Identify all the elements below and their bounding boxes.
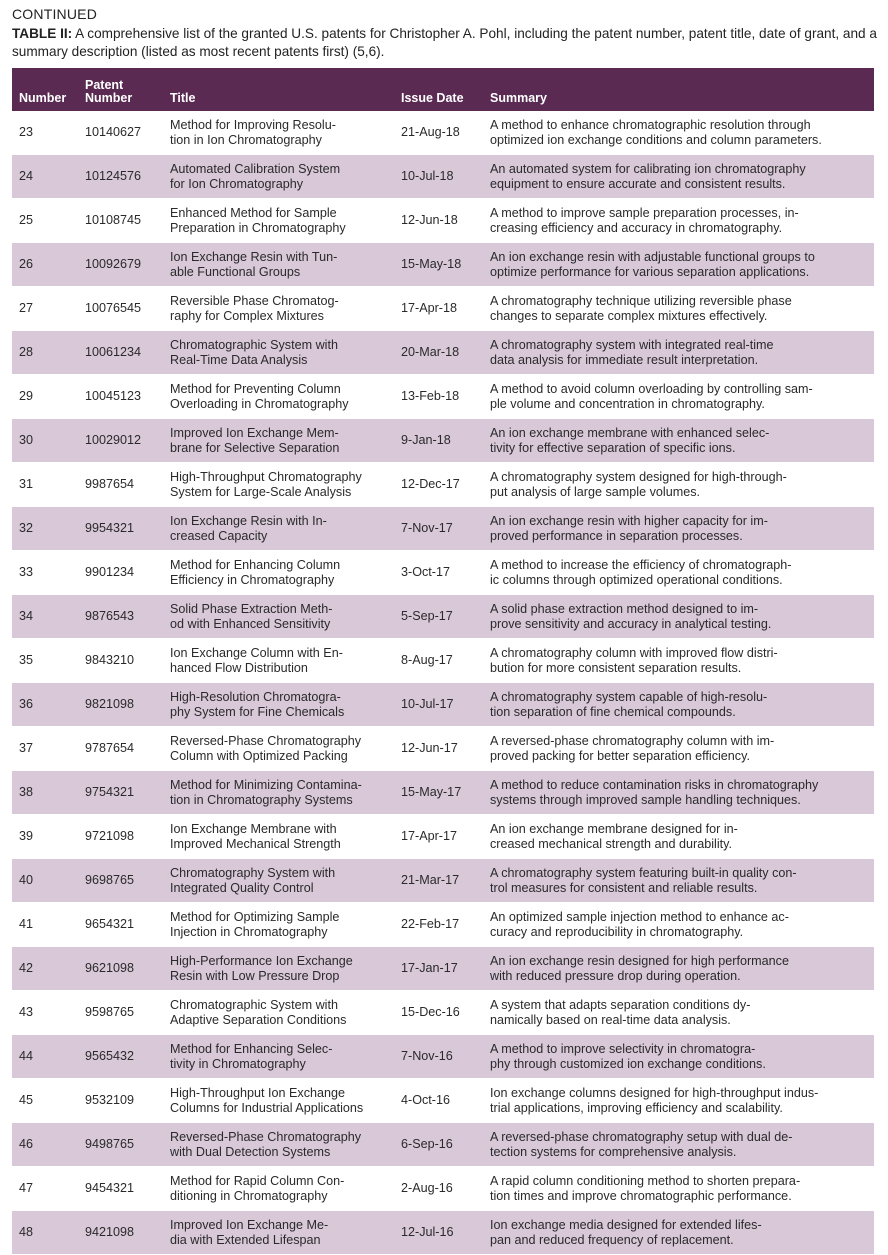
cell-summary-line2: trol measures for consistent and reliable results. <box>490 880 758 895</box>
table-row <box>12 815 874 859</box>
cell-patent-number: 9565432 <box>78 1035 163 1079</box>
cell-number: 29 <box>12 375 78 419</box>
cell-issue-date: 10-Jul-18 <box>394 155 483 199</box>
cell-patent-number: 9876543 <box>78 595 163 639</box>
cell-title-line1: Ion Exchange Resin with In- <box>170 513 327 528</box>
cell-title-line1: Automated Calibration System <box>170 161 341 176</box>
cell-title <box>163 199 394 243</box>
cell-title-line1: Chromatography System with <box>170 865 336 880</box>
cell-summary <box>483 551 874 595</box>
cell-title <box>163 1123 394 1167</box>
cell-issue-date: 21-Mar-17 <box>394 859 483 903</box>
cell-title-line2: Real-Time Data Analysis <box>170 352 308 367</box>
cell-issue-date: 12-Jun-18 <box>394 199 483 243</box>
cell-patent-number: 9498765 <box>78 1123 163 1167</box>
cell-issue-date: 2-Aug-16 <box>394 1167 483 1211</box>
cell-number: 43 <box>12 991 78 1035</box>
cell-issue-date: 17-Jan-17 <box>394 947 483 991</box>
cell-title-line1: Reversible Phase Chromatog- <box>170 293 339 308</box>
cell-summary-line2: trial applications, improving efficiency and scalability. <box>490 1100 783 1115</box>
cell-issue-date: 6-Sep-16 <box>394 1123 483 1167</box>
cell-summary-line2: ic columns through optimized operational conditions. <box>490 572 783 587</box>
cell-summary-line2: optimize performance for various separation applications. <box>490 264 810 279</box>
cell-summary <box>483 243 874 287</box>
cell-title-line1: Improved Ion Exchange Mem- <box>170 425 339 440</box>
table-header-row <box>12 68 874 111</box>
cell-number: 41 <box>12 903 78 947</box>
cell-title-line1: Improved Ion Exchange Me- <box>170 1217 329 1232</box>
cell-summary-line1: A method to improve selectivity in chromatogra- <box>490 1041 756 1056</box>
cell-summary-line1: A rapid column conditioning method to shorten prepara- <box>490 1173 801 1188</box>
cell-summary-line2: namically based on real-time data analysis. <box>490 1012 731 1027</box>
cell-patent-number: 9754321 <box>78 771 163 815</box>
cell-title-line1: Ion Exchange Resin with Tun- <box>170 249 338 264</box>
cell-summary-line1: Ion exchange media designed for extended lifes- <box>490 1217 762 1232</box>
cell-number: 23 <box>12 111 78 155</box>
cell-title-line2: tion in Ion Chromatography <box>170 132 322 147</box>
cell-patent-number: 10108745 <box>78 199 163 243</box>
cell-summary-line1: A chromatography technique utilizing reversible phase <box>490 293 792 308</box>
cell-number: 36 <box>12 683 78 727</box>
table-row <box>12 419 874 463</box>
table-body <box>12 111 874 1255</box>
cell-summary-line2: equipment to ensure accurate and consistent results. <box>490 176 786 191</box>
table-row <box>12 947 874 991</box>
cell-summary-line2: systems through improved sample handling techniques. <box>490 792 801 807</box>
cell-number: 42 <box>12 947 78 991</box>
cell-title <box>163 1079 394 1123</box>
cell-title-line1: Chromatographic System with <box>170 997 338 1012</box>
cell-summary-line2: curacy and reproducibility in chromatography. <box>490 924 744 939</box>
cell-title-line1: Chromatographic System with <box>170 337 338 352</box>
table-row <box>12 903 874 947</box>
cell-title <box>163 243 394 287</box>
cell-title-line1: High-Resolution Chromatogra- <box>170 689 341 704</box>
cell-issue-date: 3-Oct-17 <box>394 551 483 595</box>
cell-title-line1: Reversed-Phase Chromatography <box>170 1129 362 1144</box>
cell-issue-date: 17-Apr-18 <box>394 287 483 331</box>
cell-title <box>163 771 394 815</box>
cell-summary <box>483 771 874 815</box>
cell-title <box>163 991 394 1035</box>
table-row <box>12 551 874 595</box>
cell-patent-number: 10029012 <box>78 419 163 463</box>
cell-title-line2: with Dual Detection Systems <box>170 1144 331 1159</box>
cell-summary <box>483 375 874 419</box>
cell-title <box>163 551 394 595</box>
table-row <box>12 639 874 683</box>
cell-patent-number: 9901234 <box>78 551 163 595</box>
cell-issue-date: 12-Jul-16 <box>394 1211 483 1255</box>
table-row <box>12 463 874 507</box>
cell-issue-date: 5-Sep-17 <box>394 595 483 639</box>
cell-summary <box>483 1211 874 1255</box>
cell-number: 45 <box>12 1079 78 1123</box>
cell-title <box>163 815 394 859</box>
cell-patent-number: 9987654 <box>78 463 163 507</box>
table-row <box>12 111 874 155</box>
cell-summary-line1: A reversed-phase chromatography setup with dual de- <box>490 1129 793 1144</box>
cell-patent-number: 9698765 <box>78 859 163 903</box>
cell-title <box>163 419 394 463</box>
cell-summary <box>483 463 874 507</box>
cell-number: 40 <box>12 859 78 903</box>
table-row <box>12 155 874 199</box>
cell-summary-line1: A method to avoid column overloading by controlling sam- <box>490 381 813 396</box>
cell-number: 47 <box>12 1167 78 1211</box>
cell-summary-line2: ple volume and concentration in chromatography. <box>490 396 765 411</box>
header-patent-number-line1: Patent <box>85 78 124 92</box>
cell-summary <box>483 595 874 639</box>
cell-title <box>163 331 394 375</box>
cell-summary <box>483 991 874 1035</box>
cell-number: 38 <box>12 771 78 815</box>
cell-summary-line1: An ion exchange resin designed for high performance <box>490 953 789 968</box>
cell-summary-line1: A method to increase the efficiency of chromatograph- <box>490 557 792 572</box>
cell-summary-line2: proved performance in separation processes. <box>490 528 743 543</box>
cell-number: 24 <box>12 155 78 199</box>
cell-summary-line1: A chromatography system capable of high-resolu- <box>490 689 768 704</box>
cell-title-line1: Solid Phase Extraction Meth- <box>170 601 333 616</box>
cell-patent-number: 10061234 <box>78 331 163 375</box>
cell-issue-date: 10-Jul-17 <box>394 683 483 727</box>
cell-number: 26 <box>12 243 78 287</box>
cell-summary-line1: A chromatography system designed for high-through- <box>490 469 787 484</box>
caption-label: TABLE II: <box>12 26 73 41</box>
cell-title-line2: Integrated Quality Control <box>170 880 314 895</box>
cell-number: 32 <box>12 507 78 551</box>
cell-title-line2: creased Capacity <box>170 528 268 543</box>
cell-title-line2: System for Large-Scale Analysis <box>170 484 352 499</box>
table-row <box>12 331 874 375</box>
cell-summary-line2: changes to separate complex mixtures effectively. <box>490 308 768 323</box>
cell-number: 30 <box>12 419 78 463</box>
cell-issue-date: 13-Feb-18 <box>394 375 483 419</box>
cell-title-line2: od with Enhanced Sensitivity <box>170 616 331 631</box>
cell-summary <box>483 199 874 243</box>
table-row <box>12 243 874 287</box>
cell-title-line1: Method for Improving Resolu- <box>170 117 336 132</box>
cell-summary-line1: An ion exchange resin with higher capacity for im- <box>490 513 768 528</box>
cell-title-line2: Injection in Chromatography <box>170 924 328 939</box>
header-patent-number-line2: Number <box>85 91 133 105</box>
cell-number: 25 <box>12 199 78 243</box>
cell-patent-number: 9954321 <box>78 507 163 551</box>
cell-summary <box>483 639 874 683</box>
header-patent-number <box>78 68 163 111</box>
cell-summary <box>483 1123 874 1167</box>
cell-title-line1: Method for Preventing Column <box>170 381 341 396</box>
cell-title <box>163 463 394 507</box>
cell-number: 33 <box>12 551 78 595</box>
cell-issue-date: 17-Apr-17 <box>394 815 483 859</box>
cell-summary-line2: bution for more consistent separation results. <box>490 660 742 675</box>
cell-number: 34 <box>12 595 78 639</box>
table-caption <box>12 25 878 61</box>
cell-title-line2: Preparation in Chromatography <box>170 220 346 235</box>
cell-issue-date: 12-Dec-17 <box>394 463 483 507</box>
cell-title-line1: Method for Enhancing Column <box>170 557 341 572</box>
cell-summary-line1: An ion exchange membrane designed for in- <box>490 821 738 836</box>
cell-title-line2: tivity in Chromatography <box>170 1056 306 1071</box>
header-issue-date: Issue Date <box>394 68 483 111</box>
cell-number: 37 <box>12 727 78 771</box>
cell-number: 44 <box>12 1035 78 1079</box>
cell-title-line2: phy System for Fine Chemicals <box>170 704 345 719</box>
cell-title-line2: raphy for Complex Mixtures <box>170 308 324 323</box>
cell-summary-line1: A system that adapts separation conditions dy- <box>490 997 751 1012</box>
cell-title-line2: for Ion Chromatography <box>170 176 304 191</box>
cell-summary-line2: phy through customized ion exchange conditions. <box>490 1056 766 1071</box>
cell-summary-line1: A solid phase extraction method designed to im- <box>490 601 759 616</box>
cell-summary-line2: tion separation of fine chemical compounds. <box>490 704 736 719</box>
cell-issue-date: 9-Jan-18 <box>394 419 483 463</box>
cell-patent-number: 9621098 <box>78 947 163 991</box>
continued-label: CONTINUED <box>12 6 98 22</box>
cell-patent-number: 9598765 <box>78 991 163 1035</box>
cell-issue-date: 21-Aug-18 <box>394 111 483 155</box>
cell-summary <box>483 287 874 331</box>
cell-patent-number: 9821098 <box>78 683 163 727</box>
cell-issue-date: 15-May-17 <box>394 771 483 815</box>
cell-title <box>163 287 394 331</box>
cell-title <box>163 1167 394 1211</box>
cell-title-line1: Method for Minimizing Contamina- <box>170 777 362 792</box>
cell-summary-line1: A reversed-phase chromatography column with im- <box>490 733 775 748</box>
cell-title-line2: Resin with Low Pressure Drop <box>170 968 340 983</box>
cell-issue-date: 20-Mar-18 <box>394 331 483 375</box>
cell-number: 27 <box>12 287 78 331</box>
cell-title <box>163 639 394 683</box>
cell-summary-line1: A chromatography system with integrated real-time <box>490 337 774 352</box>
cell-summary <box>483 859 874 903</box>
cell-summary-line1: An optimized sample injection method to enhance ac- <box>490 909 789 924</box>
cell-issue-date: 8-Aug-17 <box>394 639 483 683</box>
cell-summary-line2: pan and reduced frequency of replacement. <box>490 1232 734 1247</box>
cell-title-line2: Efficiency in Chromatography <box>170 572 335 587</box>
cell-summary <box>483 155 874 199</box>
cell-title-line1: Enhanced Method for Sample <box>170 205 337 220</box>
cell-patent-number: 9843210 <box>78 639 163 683</box>
header-summary: Summary <box>483 68 874 111</box>
cell-summary-line1: A method to improve sample preparation processes, in- <box>490 205 799 220</box>
caption-text: A comprehensive list of the granted U.S. patents for Christopher A. Pohl, including the patent number, patent title, date of grant, and a summary description (listed as most recent patents first) (5,6). <box>12 26 877 59</box>
cell-summary <box>483 507 874 551</box>
table-row <box>12 991 874 1035</box>
cell-summary <box>483 1167 874 1211</box>
cell-title-line1: Ion Exchange Membrane with <box>170 821 337 836</box>
cell-issue-date: 15-May-18 <box>394 243 483 287</box>
cell-title-line2: ditioning in Chromatography <box>170 1188 328 1203</box>
cell-title-line1: Method for Rapid Column Con- <box>170 1173 345 1188</box>
cell-summary-line2: prove sensitivity and accuracy in analytical testing. <box>490 616 772 631</box>
cell-title <box>163 1035 394 1079</box>
cell-title-line1: Ion Exchange Column with En- <box>170 645 343 660</box>
cell-summary-line2: tection systems for comprehensive analysis. <box>490 1144 737 1159</box>
cell-summary <box>483 815 874 859</box>
cell-summary <box>483 419 874 463</box>
table-row <box>12 1167 874 1211</box>
header-number: Number <box>12 68 78 111</box>
cell-summary <box>483 947 874 991</box>
cell-issue-date: 12-Jun-17 <box>394 727 483 771</box>
cell-summary <box>483 111 874 155</box>
cell-number: 28 <box>12 331 78 375</box>
cell-title-line1: Method for Optimizing Sample <box>170 909 340 924</box>
cell-summary-line1: Ion exchange columns designed for high-throughput indus- <box>490 1085 819 1100</box>
table-row <box>12 287 874 331</box>
cell-issue-date: 22-Feb-17 <box>394 903 483 947</box>
cell-title <box>163 859 394 903</box>
table-row <box>12 1035 874 1079</box>
cell-title-line1: Reversed-Phase Chromatography <box>170 733 362 748</box>
cell-title-line2: Adaptive Separation Conditions <box>170 1012 347 1027</box>
cell-summary-line2: creased mechanical strength and durability. <box>490 836 732 851</box>
cell-summary-line1: A chromatography system featuring built-in quality con- <box>490 865 797 880</box>
cell-summary <box>483 331 874 375</box>
cell-title <box>163 727 394 771</box>
cell-patent-number: 9454321 <box>78 1167 163 1211</box>
cell-number: 48 <box>12 1211 78 1255</box>
cell-number: 46 <box>12 1123 78 1167</box>
cell-summary <box>483 903 874 947</box>
cell-issue-date: 7-Nov-16 <box>394 1035 483 1079</box>
cell-patent-number: 10140627 <box>78 111 163 155</box>
cell-title <box>163 903 394 947</box>
cell-title <box>163 155 394 199</box>
cell-title-line2: Overloading in Chromatography <box>170 396 349 411</box>
cell-title-line2: Improved Mechanical Strength <box>170 836 341 851</box>
cell-patent-number: 10045123 <box>78 375 163 419</box>
table-row <box>12 1211 874 1255</box>
cell-summary-line1: An ion exchange resin with adjustable functional groups to <box>490 249 815 264</box>
cell-title-line2: tion in Chromatography Systems <box>170 792 353 807</box>
table-row <box>12 1123 874 1167</box>
cell-issue-date: 7-Nov-17 <box>394 507 483 551</box>
table-row <box>12 1079 874 1123</box>
cell-summary-line2: proved packing for better separation efficiency. <box>490 748 750 763</box>
cell-title <box>163 111 394 155</box>
cell-title-line2: brane for Selective Separation <box>170 440 340 455</box>
cell-issue-date: 15-Dec-16 <box>394 991 483 1035</box>
cell-summary-line2: data analysis for immediate result interpretation. <box>490 352 759 367</box>
cell-title-line2: Column with Optimized Packing <box>170 748 348 763</box>
cell-title <box>163 947 394 991</box>
cell-summary-line1: A method to enhance chromatographic resolution through <box>490 117 811 132</box>
table-row <box>12 683 874 727</box>
table-row <box>12 375 874 419</box>
cell-title <box>163 375 394 419</box>
cell-number: 31 <box>12 463 78 507</box>
table-row <box>12 859 874 903</box>
cell-summary <box>483 1035 874 1079</box>
cell-title-line2: able Functional Groups <box>170 264 301 279</box>
cell-title <box>163 1211 394 1255</box>
cell-summary-line1: A method to reduce contamination risks in chromatography <box>490 777 819 792</box>
cell-patent-number: 9787654 <box>78 727 163 771</box>
cell-patent-number: 9421098 <box>78 1211 163 1255</box>
cell-title-line1: High-Performance Ion Exchange <box>170 953 353 968</box>
cell-summary-line1: An ion exchange membrane with enhanced selec- <box>490 425 770 440</box>
table-row <box>12 507 874 551</box>
cell-summary <box>483 727 874 771</box>
cell-title-line2: dia with Extended Lifespan <box>170 1232 321 1247</box>
patents-table <box>12 68 874 1255</box>
cell-patent-number: 9721098 <box>78 815 163 859</box>
cell-title-line1: High-Throughput Ion Exchange <box>170 1085 346 1100</box>
cell-summary-line1: A chromatography column with improved flow distri- <box>490 645 778 660</box>
cell-issue-date: 4-Oct-16 <box>394 1079 483 1123</box>
table-row <box>12 199 874 243</box>
cell-summary-line2: put analysis of large sample volumes. <box>490 484 700 499</box>
cell-patent-number: 9654321 <box>78 903 163 947</box>
cell-summary-line2: tivity for effective separation of specific ions. <box>490 440 736 455</box>
cell-title <box>163 507 394 551</box>
cell-title-line1: High-Throughput Chromatography <box>170 469 362 484</box>
cell-number: 35 <box>12 639 78 683</box>
cell-title-line2: hanced Flow Distribution <box>170 660 308 675</box>
cell-title-line1: Method for Enhancing Selec- <box>170 1041 333 1056</box>
cell-summary <box>483 683 874 727</box>
cell-summary-line2: with reduced pressure drop during operation. <box>490 968 741 983</box>
table-row <box>12 727 874 771</box>
cell-number: 39 <box>12 815 78 859</box>
cell-patent-number: 10076545 <box>78 287 163 331</box>
header-title: Title <box>163 68 394 111</box>
cell-summary <box>483 1079 874 1123</box>
cell-title-line2: Columns for Industrial Applications <box>170 1100 364 1115</box>
cell-title <box>163 683 394 727</box>
table-row <box>12 771 874 815</box>
cell-patent-number: 9532109 <box>78 1079 163 1123</box>
cell-summary-line2: tion times and improve chromatographic performance. <box>490 1188 792 1203</box>
cell-title <box>163 595 394 639</box>
cell-patent-number: 10124576 <box>78 155 163 199</box>
table-row <box>12 595 874 639</box>
cell-summary-line1: An automated system for calibrating ion chromatography <box>490 161 806 176</box>
cell-patent-number: 10092679 <box>78 243 163 287</box>
cell-summary-line2: creasing efficiency and accuracy in chromatography. <box>490 220 783 235</box>
cell-summary-line2: optimized ion exchange conditions and column parameters. <box>490 132 822 147</box>
